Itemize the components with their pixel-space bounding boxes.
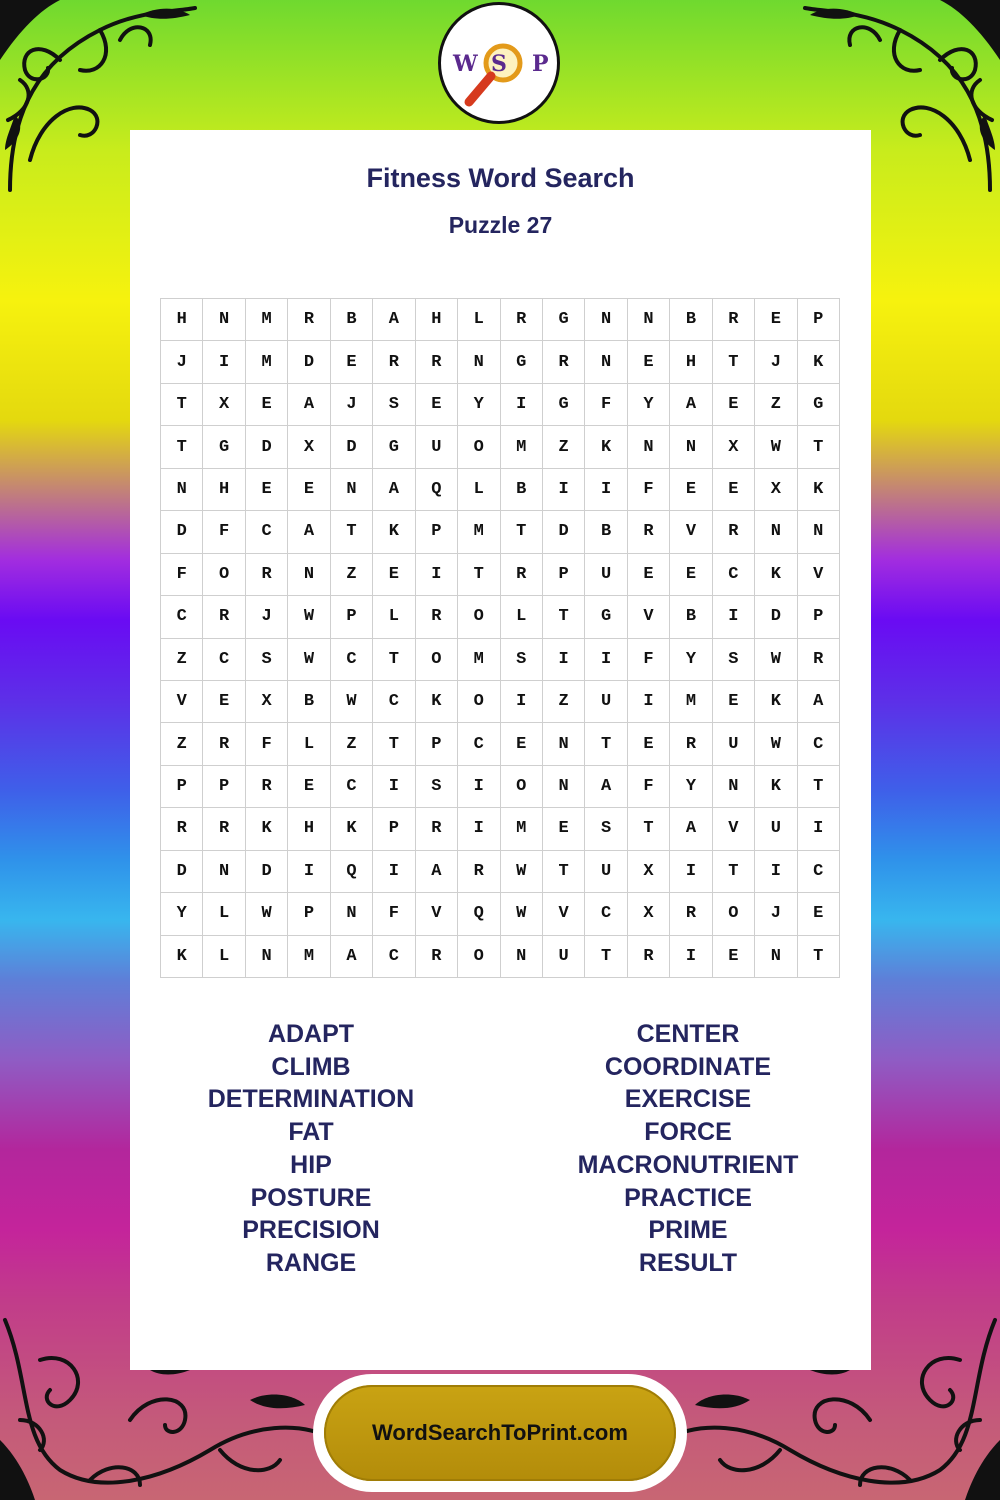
grid-cell[interactable]: F <box>585 384 627 426</box>
grid-cell[interactable]: E <box>755 299 797 341</box>
word-list-item: PRACTICE <box>624 1183 752 1212</box>
grid-cell[interactable]: N <box>288 554 330 596</box>
grid-cell[interactable]: G <box>543 299 585 341</box>
word-list-item: COORDINATE <box>604 1052 772 1081</box>
grid-cell[interactable]: I <box>458 766 500 808</box>
grid-cell[interactable]: R <box>373 341 415 383</box>
grid-cell[interactable]: A <box>373 299 415 341</box>
grid-cell[interactable]: T <box>501 511 543 553</box>
grid-cell[interactable]: R <box>416 596 458 638</box>
grid-cell[interactable]: Z <box>755 384 797 426</box>
grid-cell[interactable]: E <box>246 469 288 511</box>
grid-cell[interactable]: G <box>373 426 415 468</box>
grid-cell[interactable]: A <box>288 384 330 426</box>
grid-cell[interactable]: K <box>246 808 288 850</box>
grid-cell[interactable]: C <box>331 639 373 681</box>
grid-cell[interactable]: N <box>670 426 712 468</box>
grid-cell[interactable]: E <box>628 554 670 596</box>
grid-cell[interactable]: D <box>543 511 585 553</box>
grid-cell[interactable]: O <box>458 596 500 638</box>
grid-cell[interactable]: N <box>628 426 670 468</box>
grid-cell[interactable]: C <box>585 893 627 935</box>
grid-cell[interactable]: C <box>373 681 415 723</box>
grid-cell[interactable]: R <box>713 511 755 553</box>
grid-cell[interactable]: T <box>373 723 415 765</box>
grid-cell[interactable]: P <box>416 511 458 553</box>
grid-cell[interactable]: E <box>331 341 373 383</box>
grid-cell[interactable]: I <box>713 596 755 638</box>
grid-cell[interactable]: D <box>288 341 330 383</box>
grid-cell[interactable]: V <box>670 511 712 553</box>
grid-cell[interactable]: F <box>203 511 245 553</box>
word-list-item: HIP <box>290 1150 332 1179</box>
grid-cell[interactable]: X <box>628 893 670 935</box>
grid-cell[interactable]: I <box>458 808 500 850</box>
word-list-item: RESULT <box>638 1248 738 1277</box>
word-list-item: ADAPT <box>267 1020 355 1048</box>
grid-cell[interactable]: E <box>670 469 712 511</box>
grid-cell[interactable]: R <box>543 341 585 383</box>
grid-cell[interactable]: V <box>161 681 203 723</box>
grid-cell[interactable]: O <box>713 893 755 935</box>
grid-cell[interactable]: D <box>161 511 203 553</box>
grid-cell[interactable]: I <box>501 384 543 426</box>
puzzle-title: Fitness Word Search <box>366 163 635 193</box>
puzzle-number: Puzzle 27 <box>448 212 553 238</box>
grid-cell[interactable]: S <box>416 766 458 808</box>
grid-cell[interactable]: D <box>246 426 288 468</box>
grid-cell[interactable]: E <box>628 341 670 383</box>
grid-cell[interactable]: N <box>458 341 500 383</box>
grid-cell[interactable]: L <box>203 893 245 935</box>
grid-cell[interactable]: N <box>203 851 245 893</box>
grid-cell[interactable]: F <box>161 554 203 596</box>
grid-cell[interactable]: X <box>713 426 755 468</box>
grid-cell[interactable]: W <box>246 893 288 935</box>
word-list-item: MACRONUTRIENT <box>577 1150 799 1179</box>
grid-cell[interactable]: R <box>288 299 330 341</box>
grid-cell[interactable]: U <box>416 426 458 468</box>
grid-cell[interactable]: X <box>755 469 797 511</box>
grid-cell[interactable]: R <box>416 936 458 978</box>
grid-cell[interactable]: E <box>288 766 330 808</box>
grid-cell[interactable]: Y <box>161 893 203 935</box>
grid-cell[interactable]: Y <box>458 384 500 426</box>
grid-cell[interactable]: W <box>755 426 797 468</box>
grid-cell[interactable]: A <box>670 384 712 426</box>
grid-cell[interactable]: K <box>798 341 840 383</box>
grid-cell[interactable]: E <box>713 384 755 426</box>
grid-cell[interactable]: P <box>543 554 585 596</box>
logo-letter-p: P <box>532 51 549 77</box>
grid-cell[interactable]: E <box>373 554 415 596</box>
grid-cell[interactable]: K <box>755 766 797 808</box>
grid-cell[interactable]: B <box>501 469 543 511</box>
logo-letter-w: W <box>453 51 478 77</box>
grid-cell[interactable]: U <box>713 723 755 765</box>
grid-cell[interactable]: N <box>798 511 840 553</box>
grid-cell[interactable]: I <box>416 554 458 596</box>
grid-cell[interactable]: A <box>416 851 458 893</box>
grid-cell[interactable]: E <box>713 469 755 511</box>
grid-cell[interactable]: A <box>288 511 330 553</box>
grid-cell[interactable]: F <box>628 469 670 511</box>
grid-cell[interactable]: I <box>288 851 330 893</box>
grid-cell[interactable]: S <box>585 808 627 850</box>
grid-cell[interactable]: I <box>373 851 415 893</box>
grid-cell[interactable]: N <box>331 469 373 511</box>
grid-cell[interactable]: W <box>501 893 543 935</box>
grid-cell[interactable]: N <box>246 936 288 978</box>
grid-cell[interactable]: P <box>798 596 840 638</box>
grid-cell[interactable]: L <box>203 936 245 978</box>
grid-cell[interactable]: V <box>628 596 670 638</box>
grid-cell[interactable]: C <box>246 511 288 553</box>
grid-cell[interactable]: M <box>501 426 543 468</box>
grid-cell[interactable]: R <box>203 808 245 850</box>
grid-cell[interactable]: O <box>458 936 500 978</box>
word-list-item: PRECISION <box>242 1216 380 1245</box>
grid-cell[interactable]: U <box>585 851 627 893</box>
grid-cell[interactable]: N <box>203 299 245 341</box>
grid-cell[interactable]: R <box>203 596 245 638</box>
grid-cell[interactable]: N <box>755 936 797 978</box>
grid-cell[interactable]: G <box>543 384 585 426</box>
grid-cell[interactable]: E <box>628 723 670 765</box>
grid-cell[interactable]: L <box>501 596 543 638</box>
grid-cell[interactable]: W <box>288 639 330 681</box>
grid-cell[interactable]: U <box>585 554 627 596</box>
word-list-item: POSTURE <box>250 1183 372 1212</box>
grid-cell[interactable]: N <box>585 341 627 383</box>
grid-cell[interactable]: A <box>331 936 373 978</box>
grid-cell[interactable]: B <box>331 299 373 341</box>
grid-cell[interactable]: N <box>543 723 585 765</box>
grid-cell[interactable]: X <box>628 851 670 893</box>
grid-cell[interactable]: S <box>246 639 288 681</box>
grid-cell[interactable]: B <box>585 511 627 553</box>
grid-cell[interactable]: M <box>458 511 500 553</box>
grid-cell[interactable]: I <box>501 681 543 723</box>
grid-cell[interactable]: T <box>458 554 500 596</box>
grid-cell[interactable]: W <box>331 681 373 723</box>
grid-cell[interactable]: E <box>798 893 840 935</box>
grid-cell[interactable]: H <box>161 299 203 341</box>
grid-cell[interactable]: S <box>373 384 415 426</box>
grid-cell[interactable]: C <box>798 723 840 765</box>
grid-cell[interactable]: E <box>288 469 330 511</box>
grid-cell[interactable]: X <box>203 384 245 426</box>
grid-cell[interactable]: J <box>755 893 797 935</box>
logo-letter-s: S <box>491 51 507 77</box>
word-list-item: CENTER <box>636 1020 740 1048</box>
grid-cell[interactable]: Q <box>331 851 373 893</box>
grid-cell[interactable]: C <box>161 596 203 638</box>
grid-cell[interactable]: C <box>373 936 415 978</box>
grid-cell[interactable]: D <box>161 851 203 893</box>
grid-cell[interactable]: C <box>331 766 373 808</box>
grid-cell[interactable]: U <box>543 936 585 978</box>
grid-cell[interactable]: R <box>416 341 458 383</box>
grid-cell[interactable]: I <box>670 851 712 893</box>
word-list-item: PRIME <box>648 1216 728 1245</box>
site-link[interactable]: WordSearchToPrint.com <box>324 1385 676 1481</box>
grid-cell[interactable]: I <box>798 808 840 850</box>
grid-cell[interactable]: U <box>755 808 797 850</box>
grid-cell[interactable]: I <box>755 851 797 893</box>
grid-cell[interactable]: T <box>713 341 755 383</box>
grid-cell[interactable]: M <box>288 936 330 978</box>
grid-cell[interactable]: R <box>458 851 500 893</box>
grid-cell[interactable]: P <box>416 723 458 765</box>
grid-cell[interactable]: O <box>501 766 543 808</box>
grid-cell[interactable]: Z <box>161 639 203 681</box>
grid-cell[interactable]: A <box>798 681 840 723</box>
grid-cell[interactable]: V <box>416 893 458 935</box>
grid-cell[interactable]: V <box>713 808 755 850</box>
grid-cell[interactable]: I <box>585 639 627 681</box>
grid-cell[interactable]: Z <box>331 723 373 765</box>
grid-cell[interactable]: E <box>670 554 712 596</box>
grid-cell[interactable]: H <box>288 808 330 850</box>
grid-cell[interactable]: E <box>416 384 458 426</box>
grid-cell[interactable]: S <box>501 639 543 681</box>
grid-cell[interactable]: N <box>585 299 627 341</box>
grid-cell[interactable]: G <box>585 596 627 638</box>
grid-cell[interactable]: R <box>670 893 712 935</box>
grid-cell[interactable]: K <box>416 681 458 723</box>
grid-cell[interactable]: X <box>288 426 330 468</box>
word-list-item: RANGE <box>265 1248 357 1277</box>
grid-cell[interactable]: R <box>246 766 288 808</box>
grid-cell[interactable]: T <box>331 511 373 553</box>
grid-cell[interactable]: R <box>161 808 203 850</box>
grid-cell[interactable]: P <box>288 893 330 935</box>
grid-cell[interactable]: T <box>585 936 627 978</box>
grid-cell[interactable]: Q <box>458 893 500 935</box>
grid-cell[interactable]: J <box>246 596 288 638</box>
grid-cell[interactable]: X <box>246 681 288 723</box>
grid-cell[interactable]: T <box>543 851 585 893</box>
grid-cell[interactable]: Y <box>628 384 670 426</box>
grid-cell[interactable]: E <box>203 681 245 723</box>
word-list-item: DETERMINATION <box>207 1085 415 1114</box>
grid-cell[interactable]: I <box>543 639 585 681</box>
grid-cell[interactable]: N <box>331 893 373 935</box>
grid-cell[interactable]: T <box>543 596 585 638</box>
grid-cell[interactable]: Q <box>416 469 458 511</box>
grid-cell[interactable]: I <box>373 766 415 808</box>
puzzle-sheet <box>130 130 871 1370</box>
grid-cell[interactable]: R <box>628 936 670 978</box>
grid-cell[interactable]: R <box>713 299 755 341</box>
grid-cell[interactable]: L <box>458 299 500 341</box>
grid-cell[interactable]: R <box>798 639 840 681</box>
grid-cell[interactable]: Z <box>331 554 373 596</box>
grid-cell[interactable]: T <box>713 851 755 893</box>
grid-cell[interactable]: L <box>458 469 500 511</box>
grid-cell[interactable]: M <box>246 341 288 383</box>
grid-cell[interactable]: I <box>670 936 712 978</box>
grid-cell[interactable]: K <box>755 681 797 723</box>
grid-cell[interactable]: B <box>288 681 330 723</box>
grid-cell[interactable]: R <box>203 723 245 765</box>
grid-cell[interactable]: P <box>203 766 245 808</box>
grid-cell[interactable]: Y <box>670 639 712 681</box>
grid-cell[interactable]: F <box>628 766 670 808</box>
grid-cell[interactable]: P <box>331 596 373 638</box>
grid-cell[interactable]: T <box>798 426 840 468</box>
grid-cell[interactable]: T <box>585 723 627 765</box>
grid-cell[interactable]: E <box>713 936 755 978</box>
grid-cell[interactable]: V <box>543 893 585 935</box>
grid-cell[interactable]: S <box>713 639 755 681</box>
grid-cell[interactable]: T <box>798 766 840 808</box>
grid-cell[interactable]: H <box>416 299 458 341</box>
grid-cell[interactable]: A <box>373 469 415 511</box>
grid-cell[interactable]: W <box>755 723 797 765</box>
grid-cell[interactable]: F <box>628 639 670 681</box>
grid-cell[interactable]: T <box>628 808 670 850</box>
grid-cell[interactable]: W <box>501 851 543 893</box>
grid-cell[interactable]: K <box>585 426 627 468</box>
grid-cell[interactable]: E <box>713 681 755 723</box>
grid-cell[interactable]: J <box>331 384 373 426</box>
grid-cell[interactable]: T <box>161 426 203 468</box>
grid-cell[interactable]: J <box>755 341 797 383</box>
grid-cell[interactable]: P <box>798 299 840 341</box>
grid-cell[interactable]: O <box>416 639 458 681</box>
grid-cell[interactable]: T <box>161 384 203 426</box>
grid-cell[interactable]: Z <box>543 681 585 723</box>
grid-cell[interactable]: K <box>755 554 797 596</box>
grid-cell[interactable]: Y <box>670 766 712 808</box>
grid-cell[interactable]: D <box>246 851 288 893</box>
word-list-item: CLIMB <box>271 1052 351 1081</box>
grid-cell[interactable]: R <box>628 511 670 553</box>
grid-cell[interactable]: D <box>331 426 373 468</box>
grid-cell[interactable]: D <box>755 596 797 638</box>
grid-cell[interactable]: R <box>416 808 458 850</box>
word-list-item: FORCE <box>644 1118 732 1147</box>
grid-cell[interactable]: O <box>458 426 500 468</box>
footer-badge <box>313 1374 687 1492</box>
grid-cell[interactable]: K <box>798 469 840 511</box>
grid-cell[interactable]: C <box>458 723 500 765</box>
grid-cell[interactable]: B <box>670 596 712 638</box>
grid-cell[interactable]: Z <box>543 426 585 468</box>
grid-cell[interactable]: C <box>798 851 840 893</box>
grid-cell[interactable]: H <box>203 469 245 511</box>
grid-cell[interactable]: L <box>373 596 415 638</box>
wsp-logo[interactable] <box>438 2 560 124</box>
grid-cell[interactable]: Z <box>161 723 203 765</box>
grid-cell[interactable]: K <box>331 808 373 850</box>
grid-cell[interactable]: O <box>458 681 500 723</box>
grid-cell[interactable]: T <box>373 639 415 681</box>
word-list-item: EXERCISE <box>624 1085 752 1114</box>
grid-cell[interactable]: C <box>203 639 245 681</box>
grid-cell[interactable]: N <box>161 469 203 511</box>
grid-cell[interactable]: N <box>755 511 797 553</box>
grid-cell[interactable]: M <box>458 639 500 681</box>
grid-cell[interactable]: M <box>670 681 712 723</box>
grid-cell[interactable]: R <box>670 723 712 765</box>
grid-cell[interactable]: T <box>798 936 840 978</box>
grid-cell[interactable]: O <box>203 554 245 596</box>
grid-cell[interactable]: P <box>161 766 203 808</box>
grid-cell[interactable]: R <box>246 554 288 596</box>
letter-grid[interactable] <box>160 298 840 978</box>
grid-cell[interactable]: N <box>501 936 543 978</box>
grid-cell[interactable]: E <box>501 723 543 765</box>
grid-cell[interactable]: W <box>288 596 330 638</box>
grid-cell[interactable]: W <box>755 639 797 681</box>
grid-cell[interactable]: G <box>798 384 840 426</box>
grid-cell[interactable]: K <box>373 511 415 553</box>
grid-cell[interactable]: A <box>670 808 712 850</box>
grid-cell[interactable]: E <box>543 808 585 850</box>
grid-cell[interactable]: I <box>585 469 627 511</box>
word-list-item: FAT <box>288 1118 334 1147</box>
grid-cell[interactable]: R <box>501 554 543 596</box>
grid-cell[interactable]: J <box>161 341 203 383</box>
grid-cell[interactable]: C <box>713 554 755 596</box>
grid-cell[interactable]: I <box>628 681 670 723</box>
grid-cell[interactable]: L <box>288 723 330 765</box>
grid-cell[interactable]: M <box>501 808 543 850</box>
grid-cell[interactable]: R <box>501 299 543 341</box>
grid-cell[interactable]: F <box>373 893 415 935</box>
grid-cell[interactable]: N <box>713 766 755 808</box>
grid-cell[interactable]: F <box>246 723 288 765</box>
grid-cell[interactable]: I <box>543 469 585 511</box>
grid-cell[interactable]: K <box>161 936 203 978</box>
grid-cell[interactable]: M <box>246 299 288 341</box>
grid-cell[interactable]: N <box>628 299 670 341</box>
grid-cell[interactable]: G <box>203 426 245 468</box>
grid-cell[interactable]: V <box>798 554 840 596</box>
grid-cell[interactable]: N <box>543 766 585 808</box>
grid-cell[interactable]: E <box>246 384 288 426</box>
grid-cell[interactable]: H <box>670 341 712 383</box>
grid-cell[interactable]: I <box>203 341 245 383</box>
word-list-left <box>161 1018 461 1280</box>
word-list-right <box>538 1018 838 1280</box>
grid-cell[interactable]: B <box>670 299 712 341</box>
grid-cell[interactable]: U <box>585 681 627 723</box>
grid-cell[interactable]: A <box>585 766 627 808</box>
grid-cell[interactable]: G <box>501 341 543 383</box>
grid-cell[interactable]: P <box>373 808 415 850</box>
